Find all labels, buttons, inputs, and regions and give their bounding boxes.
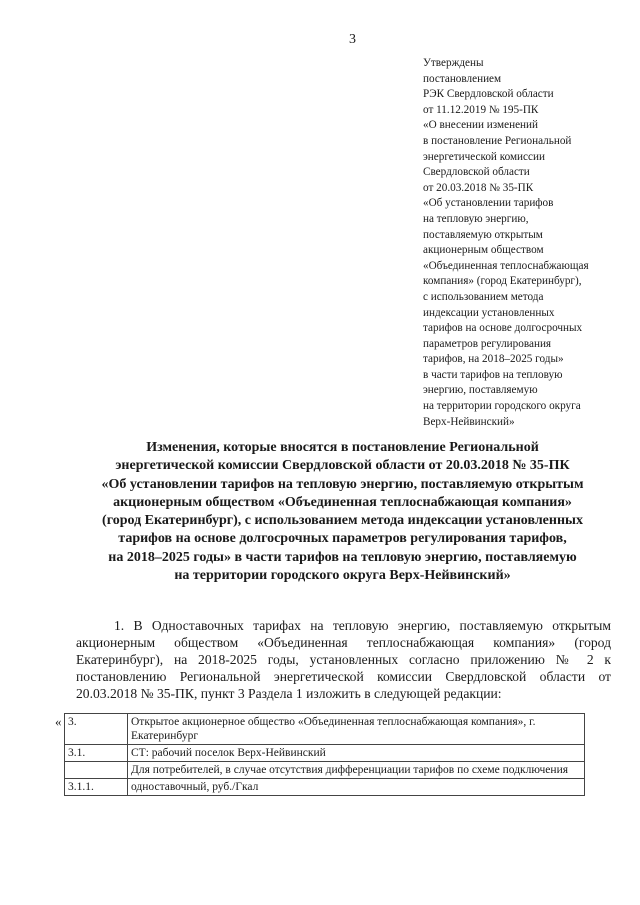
approval-block: Утверждены постановлением РЭК Свердловской области от 11.12.2019 № 195-ПК «О внесении изменений в постановление Региональной энергетической комиссии Свердловской области от 20.03.2018 № 35-ПК «Об установлении тарифов на тепловую энергию, поставляемую открытым акционерным обществом «Объединенная теплоснабжающая компания» (город Екатеринбург), с использованием метода индексации установленных тарифов на основе долгосрочных параметров регулирования тарифов, на 2018–2025 годы» в части тарифов на тепловую энергию, поставляемую на территории городского округа Верх-Нейвинский»	[423, 57, 589, 428]
table-row	[65, 779, 585, 796]
opening-quote-mark: «	[55, 714, 62, 729]
row-text: одноставочный, руб./Гкал	[128, 779, 585, 796]
row-number: 3.1.1.	[65, 779, 128, 796]
table-row	[65, 745, 585, 762]
row-number: 3.	[65, 714, 128, 745]
row-text: СТ: рабочий поселок Верх-Нейвинский	[128, 745, 585, 762]
table-row	[65, 762, 585, 779]
row-number: 3.1.	[65, 745, 128, 762]
table-row	[65, 714, 585, 745]
row-text: Для потребителей, в случае отсутствия дифференциации тарифов по схеме подключения	[128, 762, 585, 779]
body-paragraph: 1. В Одноставочных тарифах на тепловую энергию, поставляемую открытым акционерным обществом «Объединенная теплоснабжающая компания» (город Екатеринбург), на 2018-2025 годы, установленных согласно приложению № 2 к постановлению Региональной энергетической комиссии Свердловской области от 20.03.2018 № 35-ПК, пункт 3 Раздела 1 изложить в следующей редакции:	[76, 618, 611, 702]
page-number: 3	[349, 32, 356, 47]
tariff-table	[64, 713, 585, 796]
row-number	[65, 762, 128, 779]
row-text: Открытое акционерное общество «Объединенная теплоснабжающая компания», г. Екатеринбург	[128, 714, 585, 745]
document-title: Изменения, которые вносятся в постановление Региональной энергетической комиссии Свердловской области от 20.03.2018 № 35-ПК «Об установлении тарифов на тепловую энергию, поставляемую открытым акционерным обществом «Объединенная теплоснабжающая компания» (город Екатеринбург), с использованием метода индексации установленных тарифов на основе долгосрочных параметров регулирования тарифов, на 2018–2025 годы» в части тарифов на тепловую энергию, поставляемую на территории городского округа Верх-Нейвинский»	[101, 440, 584, 584]
